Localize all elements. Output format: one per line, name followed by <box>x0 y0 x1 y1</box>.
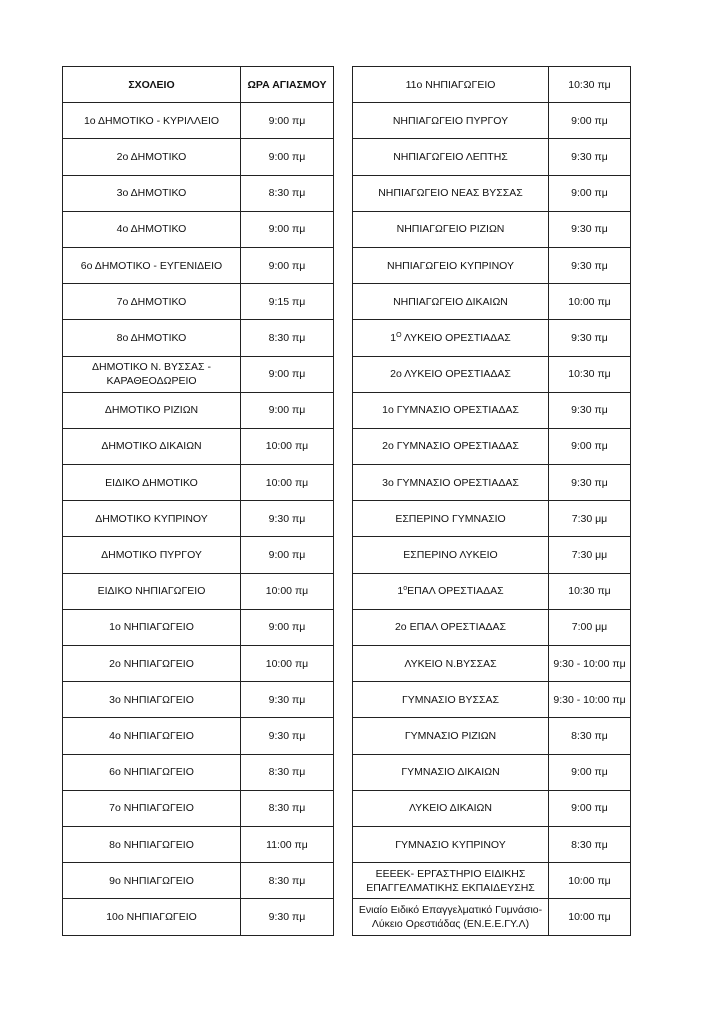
table-row <box>63 682 334 718</box>
school-name-cell: 3ο ΔΗΜΟΤΙΚΟ <box>63 175 241 211</box>
blessing-time-cell: 8:30 πμ <box>241 175 334 211</box>
school-name-cell: ΝΗΠΙΑΓΩΓΕΙΟ ΠΥΡΓΟΥ <box>353 103 549 139</box>
school-name-cell: 1ο ΝΗΠΙΑΓΩΓΕΙΟ <box>63 609 241 645</box>
blessing-time-cell: 8:30 πμ <box>241 754 334 790</box>
table-row <box>353 428 631 464</box>
school-name-cell: ΓΥΜΝΑΣΙΟ ΡΙΖΙΩΝ <box>353 718 549 754</box>
table-row <box>63 826 334 862</box>
blessing-time-cell: 9:00 πμ <box>241 247 334 283</box>
school-name-cell: ΝΗΠΙΑΓΩΓΕΙΟ ΛΕΠΤΗΣ <box>353 139 549 175</box>
blessing-time-cell: 10:00 πμ <box>241 465 334 501</box>
school-ordinal: 1 <box>397 585 404 598</box>
school-name-cell: 3ο ΓΥΜΝΑΣΙΟ ΟΡΕΣΤΙΑΔΑΣ <box>353 465 549 501</box>
school-name-cell: ΓΥΜΝΑΣΙΟ ΒΥΣΣΑΣ <box>353 682 549 718</box>
school-name-cell: 2ο ΕΠΑΛ ΟΡΕΣΤΙΑΔΑΣ <box>353 609 549 645</box>
table-row <box>353 863 631 899</box>
blessing-time-cell: 9:30 - 10:00 πμ <box>549 682 631 718</box>
blessing-time-cell: 9:30 - 10:00 πμ <box>549 646 631 682</box>
table-row <box>63 320 334 356</box>
school-name-cell: ΕΙΔΙΚΟ ΔΗΜΟΤΙΚΟ <box>63 465 241 501</box>
table-row <box>353 790 631 826</box>
table-row <box>353 826 631 862</box>
school-name-cell: ΕΣΠΕΡΙΝΟ ΓΥΜΝΑΣΙΟ <box>353 501 549 537</box>
table-row <box>63 899 334 935</box>
blessing-time-cell: 9:15 πμ <box>241 284 334 320</box>
blessing-time-cell: 9:00 πμ <box>549 754 631 790</box>
school-name-cell: ΝΗΠΙΑΓΩΓΕΙΟ ΚΥΠΡΙΝΟΥ <box>353 247 549 283</box>
table-row <box>63 356 334 392</box>
blessing-time-cell: 9:30 πμ <box>241 501 334 537</box>
blessing-time-cell: 9:00 πμ <box>549 428 631 464</box>
time-column-header: ΩΡΑ ΑΓΙΑΣΜΟΥ <box>241 67 334 103</box>
blessing-time-cell: 10:00 πμ <box>241 428 334 464</box>
table-row <box>353 175 631 211</box>
table-header-row <box>63 67 334 103</box>
table-row <box>63 573 334 609</box>
left-schedule-table <box>62 66 334 936</box>
school-name-cell: ΔΗΜΟΤΙΚΟ ΡΙΖΙΩΝ <box>63 392 241 428</box>
blessing-time-cell: 9:00 πμ <box>549 175 631 211</box>
table-row <box>63 718 334 754</box>
school-name-cell: Ενιαίο Ειδικό Επαγγελματικό Γυμνάσιο-Λύκειο Ορεστιάδας (ΕΝ.Ε.Ε.ΓΥ.Λ) <box>353 899 549 935</box>
table-row <box>63 428 334 464</box>
blessing-time-cell: 10:00 πμ <box>549 899 631 935</box>
school-name-cell: 1ο ΓΥΜΝΑΣΙΟ ΟΡΕΣΤΙΑΔΑΣ <box>353 392 549 428</box>
school-name-cell: 4ο ΔΗΜΟΤΙΚΟ <box>63 211 241 247</box>
table-row <box>353 320 631 356</box>
school-name-cell: ΝΗΠΙΑΓΩΓΕΙΟ ΔΙΚΑΙΩΝ <box>353 284 549 320</box>
blessing-time-cell: 9:00 πμ <box>549 103 631 139</box>
school-name-cell: 8ο ΔΗΜΟΤΙΚΟ <box>63 320 241 356</box>
school-name-cell: ΝΗΠΙΑΓΩΓΕΙΟ ΡΙΖΙΩΝ <box>353 211 549 247</box>
school-name-cell: 7ο ΝΗΠΙΑΓΩΓΕΙΟ <box>63 790 241 826</box>
school-name-cell: ΓΥΜΝΑΣΙΟ ΚΥΠΡΙΝΟΥ <box>353 826 549 862</box>
blessing-time-cell: 8:30 πμ <box>241 790 334 826</box>
table-row <box>353 646 631 682</box>
table-row <box>63 103 334 139</box>
school-name-cell: 2ο ΝΗΠΙΑΓΩΓΕΙΟ <box>63 646 241 682</box>
school-name-cell: 1ο ΔΗΜΟΤΙΚΟ - ΚΥΡΙΛΛΕΙΟ <box>63 103 241 139</box>
school-name-cell <box>353 320 549 356</box>
ordinal-superscript: Ο <box>396 331 402 339</box>
table-row <box>353 211 631 247</box>
blessing-time-cell: 10:00 πμ <box>241 646 334 682</box>
school-name-cell: 4ο ΝΗΠΙΑΓΩΓΕΙΟ <box>63 718 241 754</box>
school-name-cell: 6ο ΝΗΠΙΑΓΩΓΕΙΟ <box>63 754 241 790</box>
blessing-time-cell: 9:00 πμ <box>241 356 334 392</box>
blessing-time-cell: 9:00 πμ <box>241 392 334 428</box>
school-name-cell: 8ο ΝΗΠΙΑΓΩΓΕΙΟ <box>63 826 241 862</box>
blessing-time-cell: 8:30 πμ <box>241 863 334 899</box>
blessing-time-cell: 9:30 πμ <box>241 718 334 754</box>
school-name-cell: ΕΙΔΙΚΟ ΝΗΠΙΑΓΩΓΕΙΟ <box>63 573 241 609</box>
table-row <box>63 175 334 211</box>
table-row <box>63 139 334 175</box>
table-row <box>353 899 631 935</box>
school-name-cell: 2ο ΔΗΜΟΤΙΚΟ <box>63 139 241 175</box>
school-name-cell: 6ο ΔΗΜΟΤΙΚΟ - ΕΥΓΕΝΙΔΕΙΟ <box>63 247 241 283</box>
table-row <box>353 465 631 501</box>
blessing-time-cell: 10:00 πμ <box>241 573 334 609</box>
blessing-time-cell: 8:30 πμ <box>549 826 631 862</box>
table-row <box>353 501 631 537</box>
table-row <box>353 718 631 754</box>
school-name-cell: 10ο ΝΗΠΙΑΓΩΓΕΙΟ <box>63 899 241 935</box>
blessing-time-cell: 7:00 μμ <box>549 609 631 645</box>
blessing-time-cell: 9:30 πμ <box>549 211 631 247</box>
ordinal-superscript: ο <box>403 585 408 593</box>
school-name-cell: ΝΗΠΙΑΓΩΓΕΙΟ ΝΕΑΣ ΒΥΣΣΑΣ <box>353 175 549 211</box>
table-row <box>63 392 334 428</box>
school-name-cell: ΔΗΜΟΤΙΚΟ ΔΙΚΑΙΩΝ <box>63 428 241 464</box>
blessing-time-cell: 9:30 πμ <box>549 465 631 501</box>
school-name-cell: 2ο ΛΥΚΕΙΟ ΟΡΕΣΤΙΑΔΑΣ <box>353 356 549 392</box>
table-row <box>353 247 631 283</box>
blessing-time-cell: 9:00 πμ <box>549 790 631 826</box>
blessing-time-cell: 10:30 πμ <box>549 356 631 392</box>
blessing-time-cell: 10:00 πμ <box>549 863 631 899</box>
blessing-time-cell: 9:30 πμ <box>549 139 631 175</box>
blessing-time-cell: 7:30 μμ <box>549 501 631 537</box>
blessing-time-cell: 9:00 πμ <box>241 609 334 645</box>
table-row <box>63 465 334 501</box>
school-name-cell: ΔΗΜΟΤΙΚΟ Ν. ΒΥΣΣΑΣ - ΚΑΡΑΘΕΟΔΩΡΕΙΟ <box>63 356 241 392</box>
school-name-cell: 11ο ΝΗΠΙΑΓΩΓΕΙΟ <box>353 67 549 103</box>
table-row <box>353 103 631 139</box>
table-row <box>63 609 334 645</box>
blessing-time-cell: 9:00 πμ <box>241 537 334 573</box>
blessing-time-cell: 9:00 πμ <box>241 103 334 139</box>
table-row <box>353 573 631 609</box>
blessing-time-cell: 10:30 πμ <box>549 67 631 103</box>
table-row <box>63 537 334 573</box>
table-row <box>353 537 631 573</box>
table-row <box>63 211 334 247</box>
table-row <box>63 646 334 682</box>
blessing-time-cell: 10:00 πμ <box>549 284 631 320</box>
table-row <box>353 392 631 428</box>
blessing-time-cell: 11:00 πμ <box>241 826 334 862</box>
table-row <box>353 284 631 320</box>
school-name-cell: ΕΕΕΕΚ- ΕΡΓΑΣΤΗΡΙΟ ΕΙΔΙΚΗΣ ΕΠΑΓΓΕΛΜΑΤΙΚΗΣ ΕΚΠΑΙΔΕΥΣΗΣ <box>353 863 549 899</box>
table-row <box>353 754 631 790</box>
table-row <box>63 501 334 537</box>
blessing-time-cell: 9:00 πμ <box>241 139 334 175</box>
school-name-cell: ΛΥΚΕΙΟ ΔΙΚΑΙΩΝ <box>353 790 549 826</box>
school-name-rest: ΛΥΚΕΙΟ ΟΡΕΣΤΙΑΔΑΣ <box>401 331 511 344</box>
table-row <box>353 356 631 392</box>
blessing-time-cell: 8:30 πμ <box>241 320 334 356</box>
right-schedule-table <box>352 66 631 936</box>
table-row <box>63 790 334 826</box>
blessing-time-cell: 10:30 πμ <box>549 573 631 609</box>
table-row <box>63 863 334 899</box>
school-name-cell: ΛΥΚΕΙΟ Ν.ΒΥΣΣΑΣ <box>353 646 549 682</box>
blessing-time-cell: 9:30 πμ <box>241 899 334 935</box>
blessing-time-cell: 9:30 πμ <box>549 247 631 283</box>
blessing-time-cell: 9:30 πμ <box>549 320 631 356</box>
school-name-cell: 7ο ΔΗΜΟΤΙΚΟ <box>63 284 241 320</box>
school-name-cell: 2ο ΓΥΜΝΑΣΙΟ ΟΡΕΣΤΙΑΔΑΣ <box>353 428 549 464</box>
table-row <box>63 284 334 320</box>
school-name-cell: ΓΥΜΝΑΣΙΟ ΔΙΚΑΙΩΝ <box>353 754 549 790</box>
blessing-time-cell: 8:30 πμ <box>549 718 631 754</box>
school-ordinal: 1 <box>390 331 397 344</box>
blessing-time-cell: 7:30 μμ <box>549 537 631 573</box>
blessing-time-cell: 9:00 πμ <box>241 211 334 247</box>
school-name-cell: ΕΣΠΕΡΙΝΟ ΛΥΚΕΙΟ <box>353 537 549 573</box>
school-name-cell: ΔΗΜΟΤΙΚΟ ΚΥΠΡΙΝΟΥ <box>63 501 241 537</box>
school-name-cell <box>353 573 549 609</box>
table-row <box>353 609 631 645</box>
blessing-time-cell: 9:30 πμ <box>241 682 334 718</box>
school-name-rest: ΕΠΑΛ ΟΡΕΣΤΙΑΔΑΣ <box>407 585 504 598</box>
table-row <box>63 247 334 283</box>
table-row <box>63 754 334 790</box>
school-name-cell: 9ο ΝΗΠΙΑΓΩΓΕΙΟ <box>63 863 241 899</box>
blessing-time-cell: 9:30 πμ <box>549 392 631 428</box>
table-row <box>353 682 631 718</box>
school-column-header: ΣΧΟΛΕΙΟ <box>63 67 241 103</box>
school-name-cell: ΔΗΜΟΤΙΚΟ ΠΥΡΓΟΥ <box>63 537 241 573</box>
table-row <box>353 139 631 175</box>
table-row <box>353 67 631 103</box>
school-name-cell: 3ο ΝΗΠΙΑΓΩΓΕΙΟ <box>63 682 241 718</box>
